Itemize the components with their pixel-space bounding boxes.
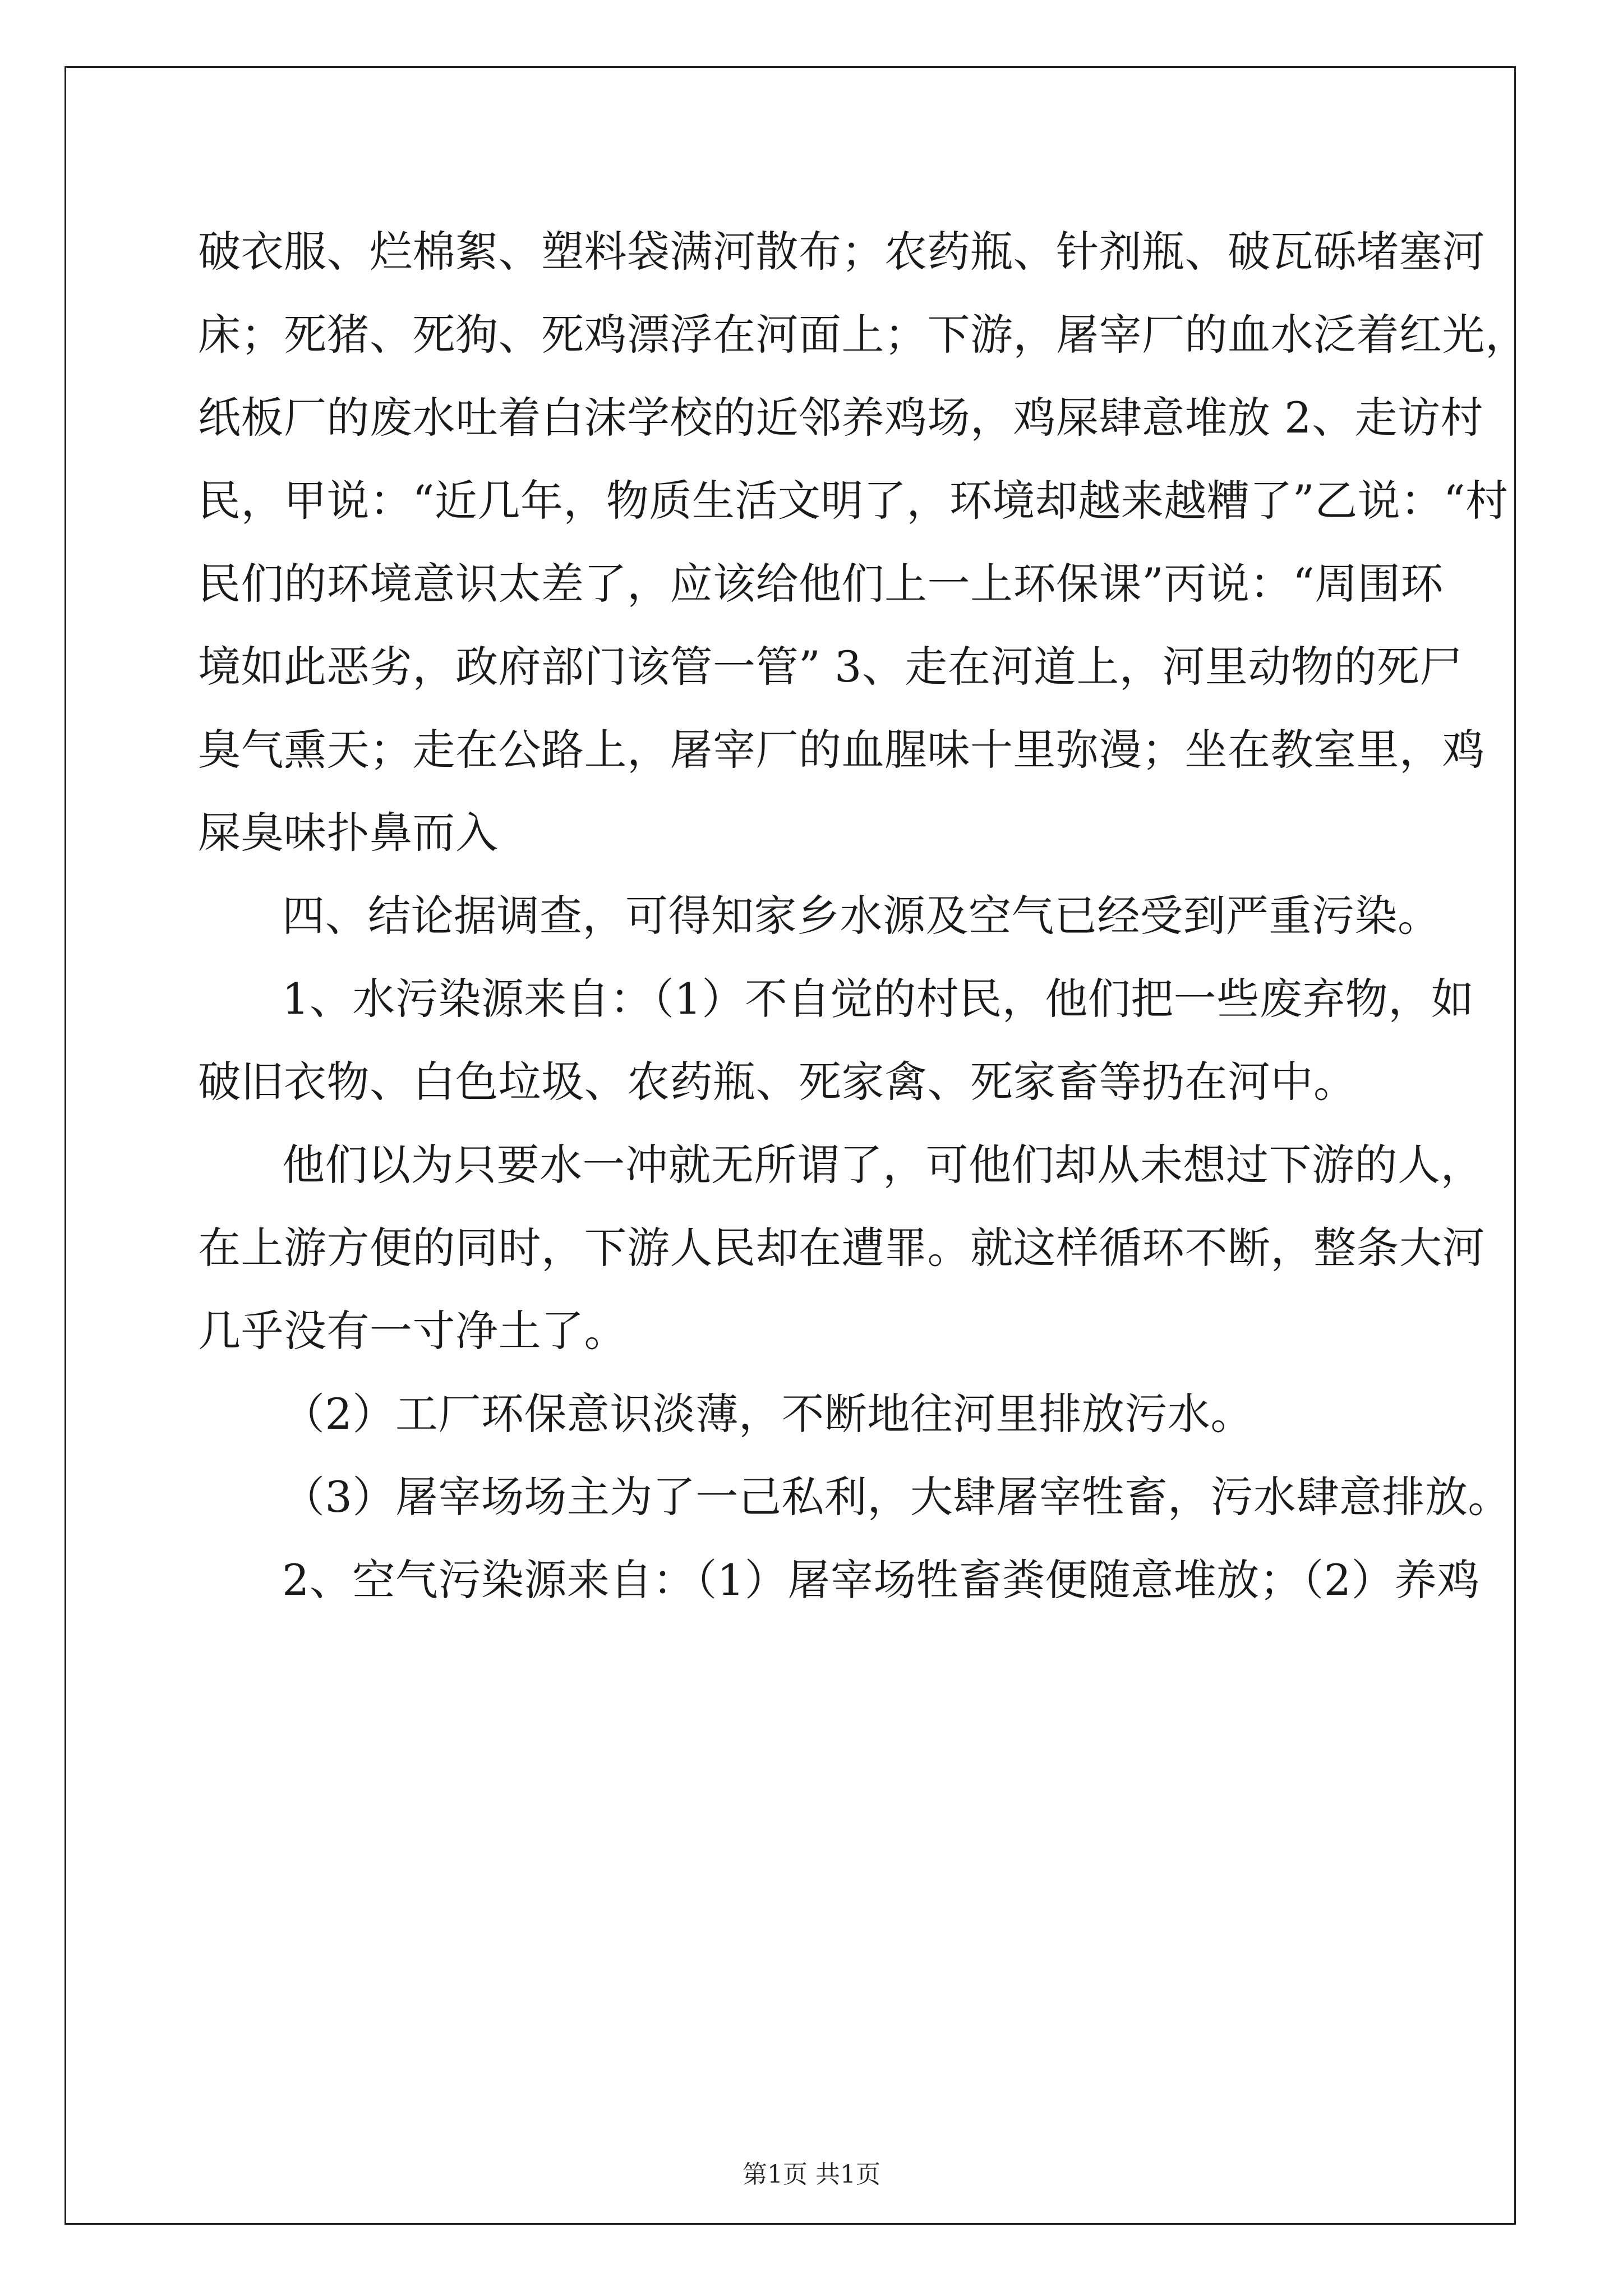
text-line: 破旧衣物、白色垃圾、农药瓶、死家禽、死家畜等扔在河中。: [198, 1057, 1357, 1107]
text-line: 1、水污染源来自：（1）不自觉的村民，他们把一些废弃物，如: [282, 974, 1474, 1024]
text-line: 臭气熏天；走在公路上，屠宰厂的血腥味十里弥漫；坐在教室里，鸡: [198, 725, 1485, 775]
text-line: 纸板厂的废水吐着白沫学校的近邻养鸡场，鸡屎肆意堆放 2、走访村: [198, 393, 1484, 443]
text-line: 民们的环境意识太差了，应该给他们上一上环保课”丙说：“周围环: [198, 559, 1444, 609]
text-line: 他们以为只要水一冲就无所谓了，可他们却从未想过下游的人，: [282, 1140, 1483, 1190]
text-line: 床；死猪、死狗、死鸡漂浮在河面上；下游，屠宰厂的血水泛着红光，: [198, 310, 1528, 360]
text-line: （2）工厂环保意识淡薄，不断地往河里排放污水。: [282, 1389, 1253, 1439]
text-line: （3）屠宰场场主为了一己私利，大肆屠宰牲畜，污水肆意排放。: [282, 1472, 1511, 1522]
text-line: 破衣服、烂棉絮、塑料袋满河散布；农药瓶、针剂瓶、破瓦砾堵塞河: [198, 227, 1485, 277]
text-line: 民，甲说：“近几年，物质生活文明了，环境却越来越糟了”乙说：“村: [198, 476, 1509, 526]
text-line: 境如此恶劣，政府部门该管一管” 3、走在河道上，河里动物的死尸: [198, 642, 1463, 692]
document-body: [198, 210, 1528, 1622]
page-footer: 第1页 共1页: [743, 2160, 880, 2189]
text-line: 屎臭味扑鼻而入: [198, 808, 499, 858]
text-line: 在上游方便的同时，下游人民却在遭罪。就这样循环不断，整条大河: [198, 1223, 1485, 1273]
text-line: 2、空气污染源来自：（1）屠宰场牲畜粪便随意堆放；（2）养鸡: [282, 1555, 1481, 1605]
text-line: 四、结论据调查，可得知家乡水源及空气已经受到严重污染。: [282, 891, 1441, 941]
text-line: 几乎没有一寸净土了。: [198, 1306, 627, 1356]
